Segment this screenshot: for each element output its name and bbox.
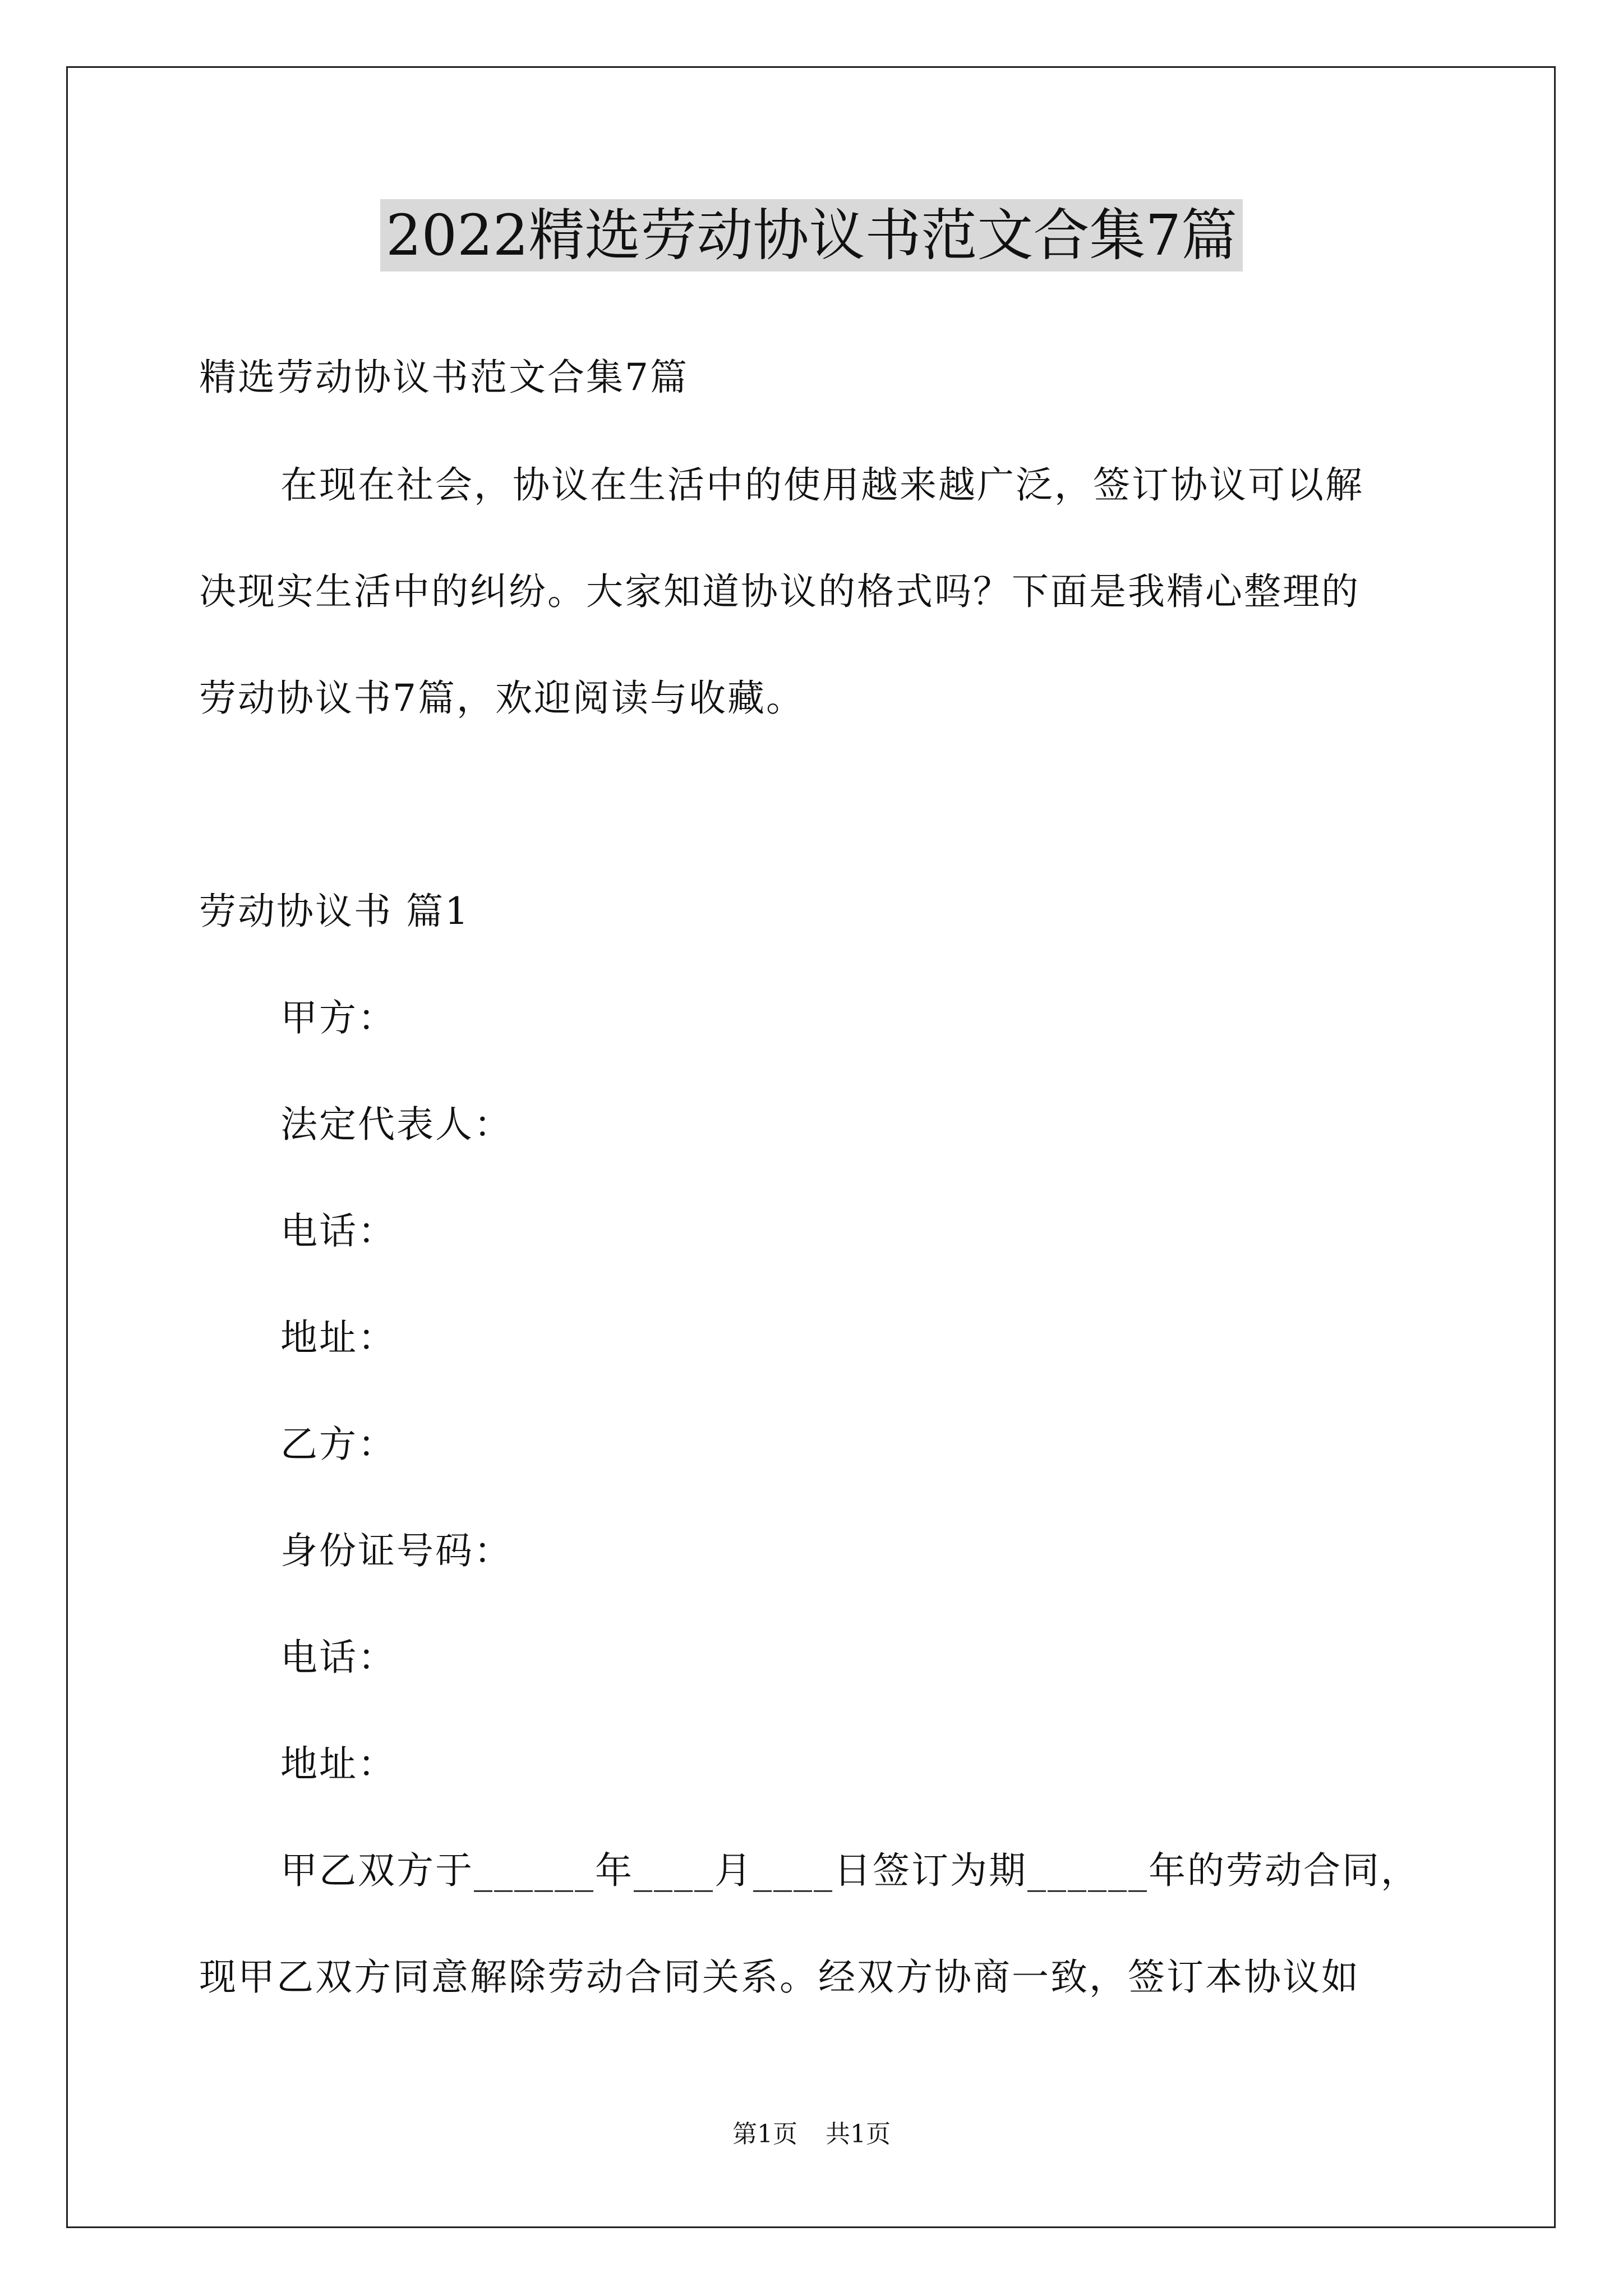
document-title (0, 196, 1623, 275)
section-heading: 劳动协议书 篇1 (199, 890, 470, 933)
intro-line-2: 决现实生活中的纠纷。大家知道协议的格式吗？下面是我精心整理的 (199, 570, 1360, 613)
intro-line-3: 劳动协议书7篇，欢迎阅读与收藏。 (199, 677, 805, 720)
field-phone-a: 电话： (280, 1209, 396, 1253)
body-line-2: 现甲乙双方同意解除劳动合同关系。经双方协商一致，签订本协议如 (199, 1955, 1360, 1999)
field-phone-b: 电话： (280, 1636, 396, 1679)
field-address-a: 地址： (280, 1316, 396, 1359)
document-subtitle: 精选劳动协议书范文合集7篇 (199, 356, 689, 399)
page-footer (0, 2118, 1623, 2151)
document-title-text: 2022精选劳动协议书范文合集7篇 (380, 199, 1243, 272)
field-id-number: 身份证号码： (280, 1529, 513, 1572)
field-legal-representative: 法定代表人： (280, 1103, 513, 1146)
field-party-a: 甲方： (280, 996, 396, 1039)
body-line-1: 甲乙双方于______年____月____日签订为期______年的劳动合同， (280, 1849, 1419, 1892)
page-number: 第1页 (732, 2120, 797, 2148)
field-address-b: 地址： (280, 1742, 396, 1786)
field-party-b: 乙方： (280, 1423, 396, 1466)
intro-line-1: 在现在社会，协议在生活中的使用越来越广泛，签订协议可以解 (280, 463, 1364, 507)
page-total: 共1页 (826, 2120, 891, 2148)
